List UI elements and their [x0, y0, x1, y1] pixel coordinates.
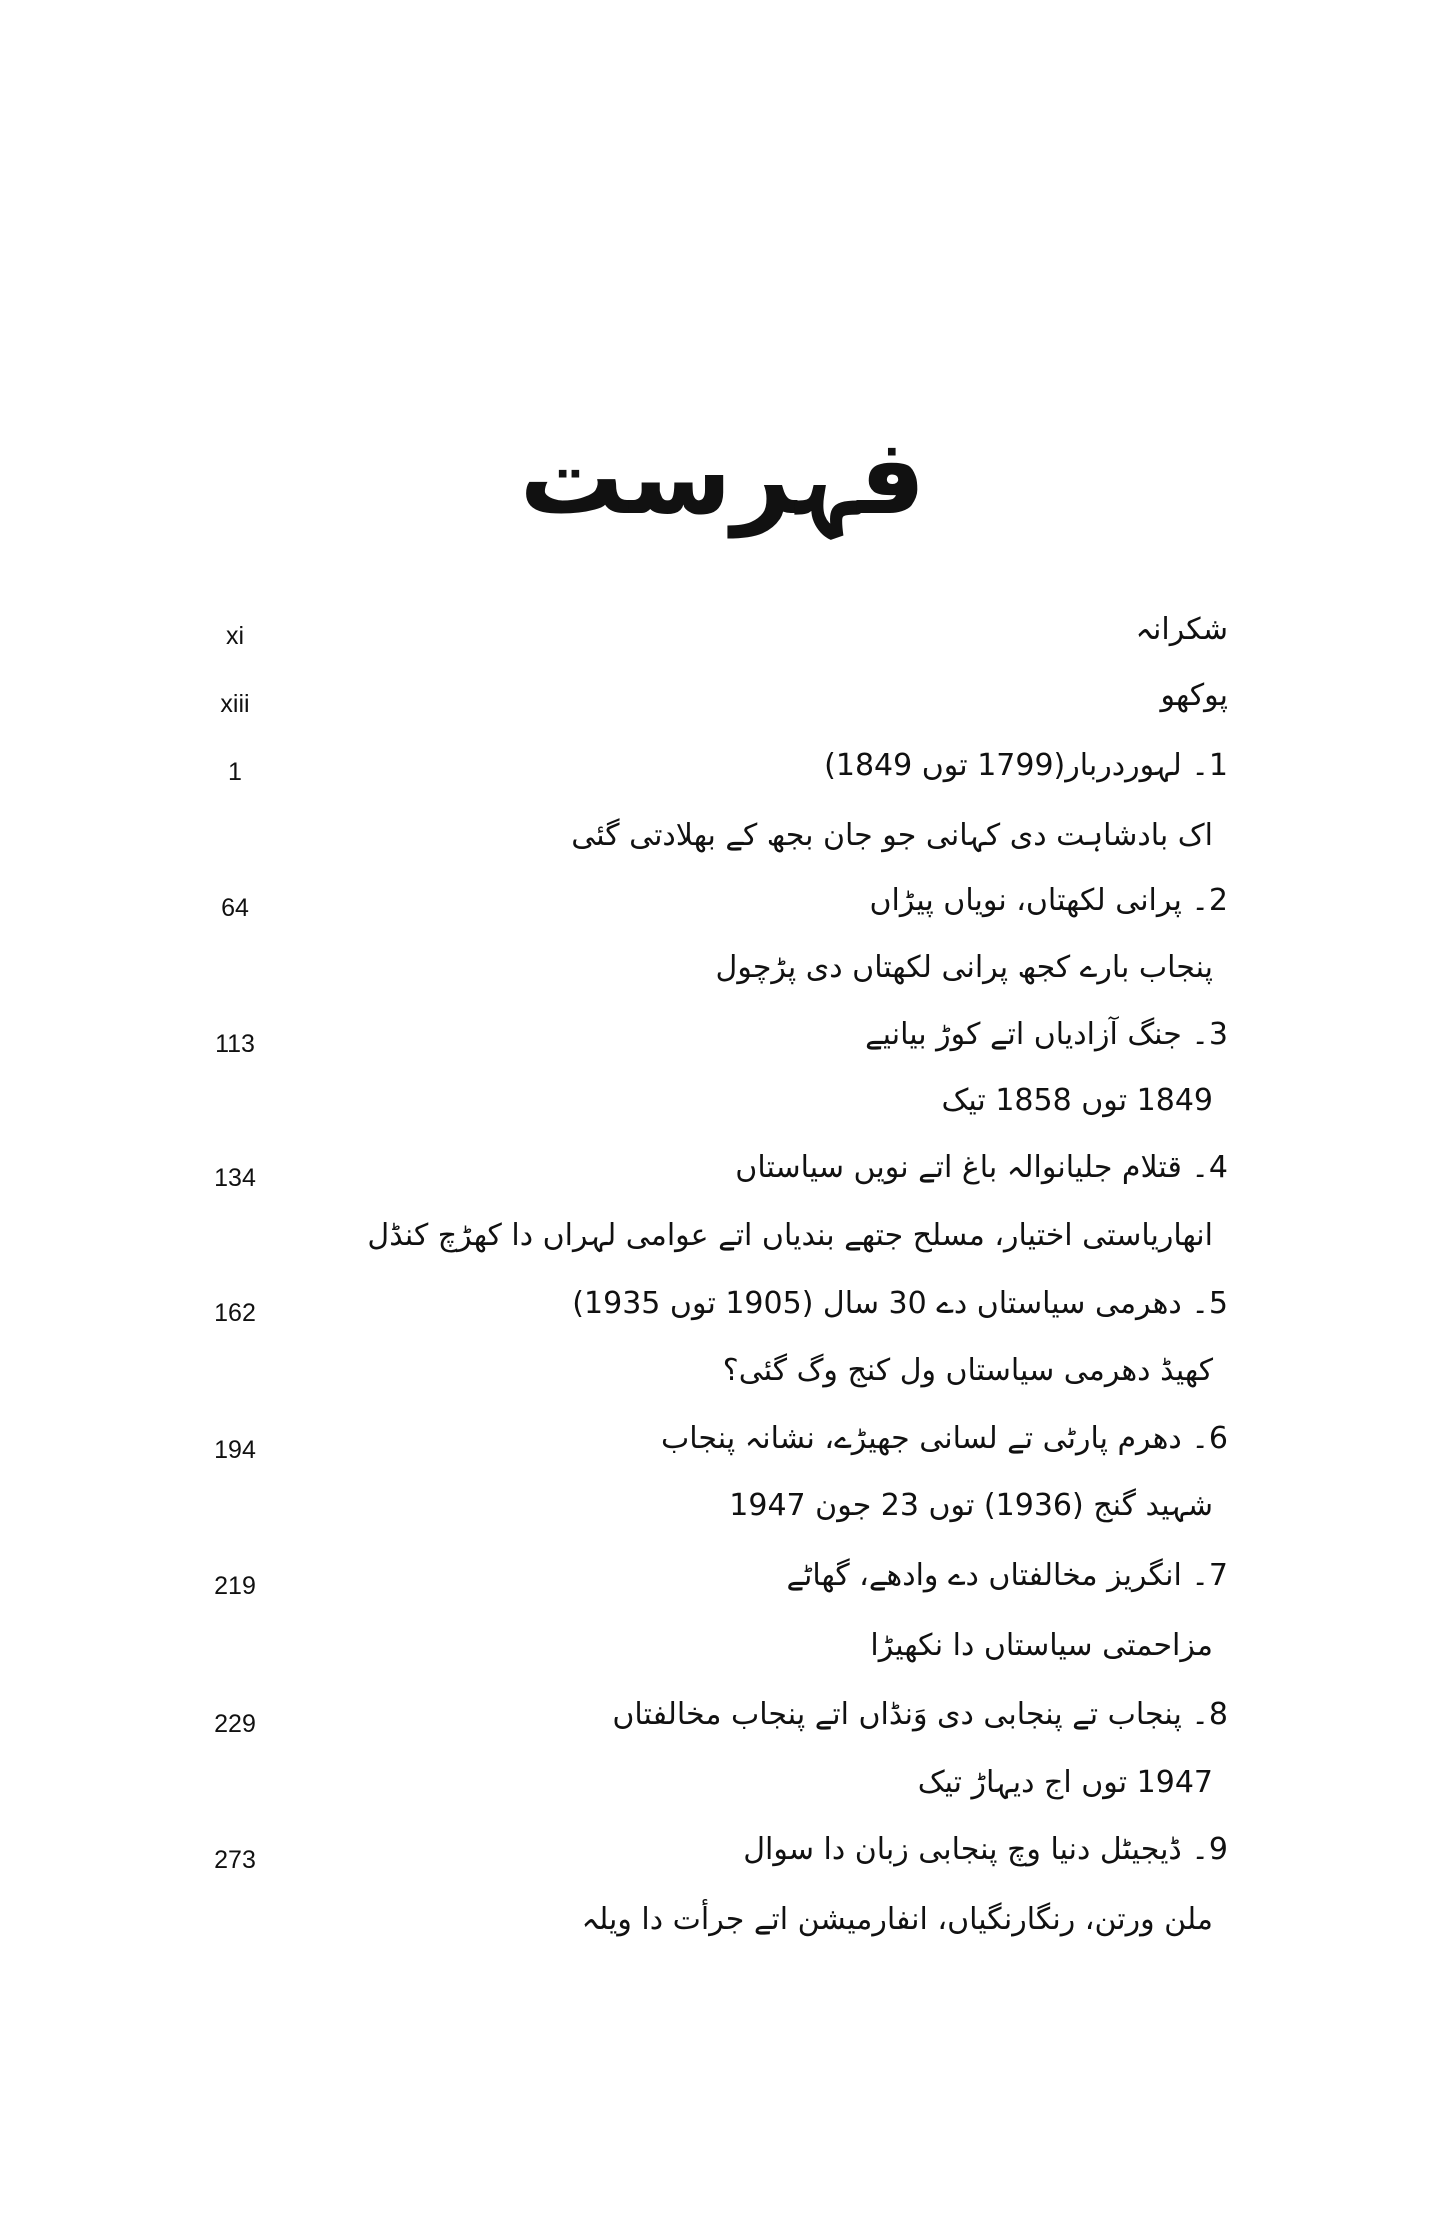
- page-number-chapter-9: 273: [214, 1846, 256, 1874]
- toc-entry-introduction: پوکھو: [1160, 678, 1228, 713]
- toc-entry-chapter-5-subtitle: کھیڈ دھرمی سیاستاں ول کنج وگ گئی؟: [722, 1353, 1213, 1388]
- toc-entry-chapter-8-subtitle: 1947 توں اج دیہاڑ تیک: [917, 1765, 1213, 1800]
- toc-entry-acknowledgements: شکرانہ: [1135, 612, 1228, 647]
- toc-entry-chapter-9: 9۔ ڈیجیٹل دنیا وچ پنجابی زبان دا سوال: [743, 1832, 1228, 1867]
- toc-entry-chapter-6: 6۔ دھرم پارٹی تے لسانی جھیڑے، نشانہ پنجاب: [661, 1421, 1228, 1456]
- page-number-chapter-7: 219: [214, 1572, 256, 1600]
- page-number-chapter-4: 134: [214, 1164, 256, 1192]
- page-number-chapter-8: 229: [214, 1710, 256, 1738]
- toc-entry-chapter-3: 3۔ جنگ آزادیاں اتے کوڑ بیانیے: [865, 1017, 1228, 1052]
- page-number-chapter-6: 194: [214, 1436, 256, 1464]
- toc-entry-chapter-5: 5۔ دھرمی سیاستاں دے 30 سال (1905 توں 1935): [572, 1286, 1228, 1321]
- page-number-chapter-5: 162: [214, 1299, 256, 1327]
- toc-entry-chapter-4: 4۔ قتلام جلیانوالہ باغ اتے نویں سیاستاں: [735, 1150, 1228, 1185]
- toc-entry-chapter-3-subtitle: 1849 توں 1858 تیک: [941, 1083, 1213, 1118]
- toc-entry-chapter-2-subtitle: پنجاب بارے کجھ پرانی لکھتاں دی پڑچول: [715, 950, 1213, 985]
- toc-entry-chapter-1: 1۔ لہوردربار(1799 توں 1849): [824, 748, 1228, 783]
- page-number-chapter-3: 113: [215, 1030, 255, 1058]
- page-number-chapter-2: 64: [221, 894, 249, 922]
- toc-entry-chapter-2: 2۔ پرانی لکھتاں، نویاں پیڑاں: [869, 883, 1228, 918]
- page-title: فہرست: [519, 416, 926, 538]
- page-number-acknowledgements: xi: [225, 622, 245, 650]
- toc-entry-chapter-8: 8۔ پنجاب تے پنجابی دی وَنڈاں اتے پنجاب مخالفتاں: [612, 1697, 1228, 1732]
- page-number-introduction: xiii: [220, 690, 250, 718]
- page-number-chapter-1: 1: [228, 758, 242, 786]
- toc-entry-chapter-4-subtitle: انھاریاستی اختیار، مسلح جتھے بندیاں اتے عوامی لہراں دا کھڑچ کنڈل: [367, 1218, 1213, 1253]
- toc-entry-chapter-7-subtitle: مزاحمتی سیاستاں دا نکھیڑا: [870, 1628, 1213, 1663]
- toc-entry-chapter-7: 7۔ انگریز مخالفتاں دے وادھے، گھاٹے: [786, 1558, 1228, 1593]
- toc-entry-chapter-6-subtitle: شہید گنج (1936) توں 23 جون 1947: [729, 1488, 1213, 1523]
- toc-entry-chapter-1-subtitle: اک بادشاہت دی کہانی جو جان بجھ کے بھلادتی گئی: [571, 818, 1213, 853]
- toc-entry-chapter-9-subtitle: ملن ورتن، رنگارنگیاں، انفارمیشن اتے جرأت دا ویلہ: [581, 1902, 1213, 1937]
